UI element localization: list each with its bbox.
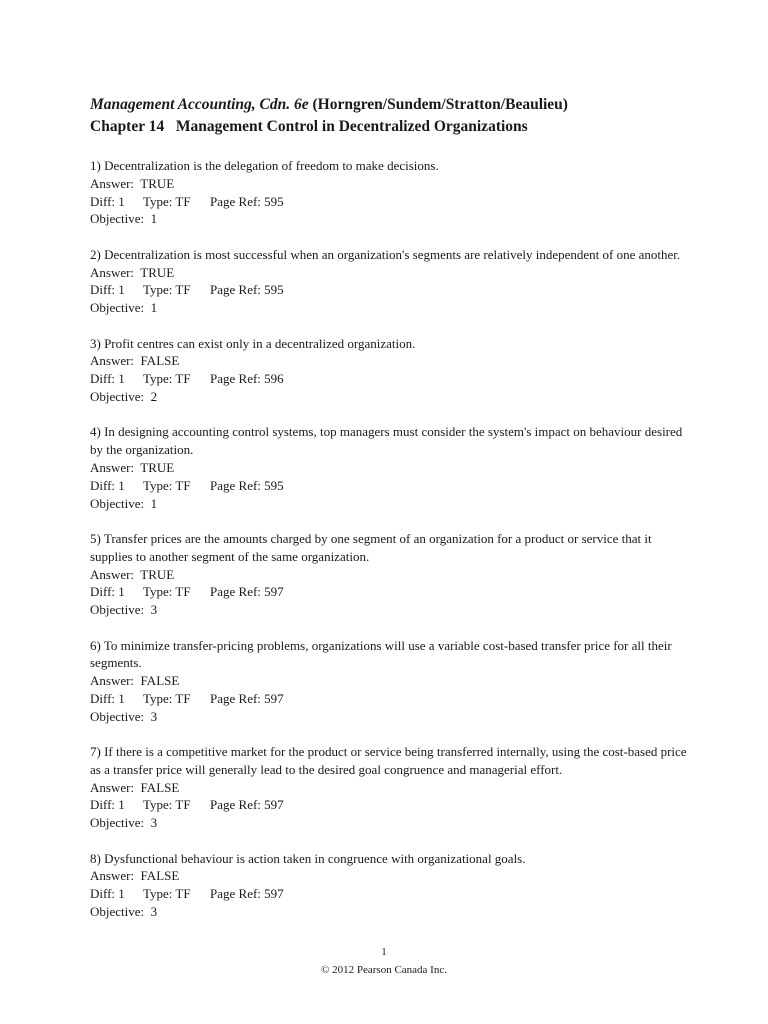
- question-objective: Objective: 3: [90, 602, 158, 618]
- question-objective: Objective: 3: [90, 815, 158, 831]
- question-stem: 7) If there is a competitive market for the product or service being transferred internally, using the cost-based price as a transfer price will generally lead to the desired goal congruence and managerial effort.: [90, 744, 687, 777]
- question-diff: Diff: 1: [90, 193, 125, 209]
- question-answer: Answer: FALSE: [90, 353, 180, 369]
- question-type: Type: TF: [143, 886, 191, 902]
- question-stem: 1) Decentralization is the delegation of freedom to make decisions.: [90, 158, 439, 173]
- chapter-title: Chapter 14 Management Control in Decentralized Organizations: [90, 118, 528, 135]
- question-item: [90, 423, 690, 512]
- question-page-ref: Page Ref: 597: [210, 690, 284, 706]
- question-answer: Answer: TRUE: [90, 459, 175, 475]
- question-meta: [90, 583, 690, 601]
- question-page-ref: Page Ref: 595: [210, 193, 284, 209]
- question-diff: Diff: 1: [90, 477, 125, 493]
- book-title: Management Accounting, Cdn. 6e: [90, 96, 309, 113]
- question-objective: Objective: 2: [90, 388, 158, 404]
- question-meta: [90, 370, 690, 388]
- page-number: 1: [381, 946, 387, 958]
- question-type: Type: TF: [143, 477, 191, 493]
- question-objective: Objective: 3: [90, 708, 158, 724]
- question-diff: Diff: 1: [90, 584, 125, 600]
- question-stem: 6) To minimize transfer-pricing problems, organizations will use a variable cost-based transfer price for all their segments.: [90, 637, 672, 671]
- question-objective: Objective: 1: [90, 495, 158, 511]
- question-type: Type: TF: [143, 584, 191, 600]
- question-item: [90, 157, 690, 228]
- question-item: [90, 246, 690, 317]
- question-diff: Diff: 1: [90, 371, 125, 387]
- question-answer: Answer: FALSE: [90, 673, 180, 689]
- question-diff: Diff: 1: [90, 886, 125, 902]
- question-answer: Answer: TRUE: [90, 264, 175, 280]
- question-list: [90, 157, 690, 938]
- question-answer: Answer: FALSE: [90, 779, 180, 795]
- question-meta: [90, 281, 690, 299]
- question-item: [90, 530, 690, 619]
- question-item: [90, 335, 690, 406]
- question-item: [90, 637, 690, 726]
- question-type: Type: TF: [143, 371, 191, 387]
- question-page-ref: Page Ref: 597: [210, 797, 284, 813]
- question-answer: Answer: TRUE: [90, 566, 175, 582]
- question-type: Type: TF: [143, 797, 191, 813]
- question-meta: [90, 193, 690, 211]
- question-meta: [90, 796, 690, 814]
- question-answer: Answer: TRUE: [90, 175, 175, 191]
- question-page-ref: Page Ref: 596: [210, 371, 284, 387]
- question-type: Type: TF: [143, 282, 191, 298]
- book-authors: (Horngren/Sundem/Stratton/Beaulieu): [308, 96, 568, 113]
- question-stem: 5) Transfer prices are the amounts charged by one segment of an organization for a product or service that it supplies to another segment of the same organization.: [90, 530, 652, 564]
- question-meta: [90, 690, 690, 708]
- question-answer: Answer: FALSE: [90, 868, 180, 884]
- question-type: Type: TF: [143, 690, 191, 706]
- question-page-ref: Page Ref: 597: [210, 886, 284, 902]
- question-meta: [90, 477, 690, 495]
- question-objective: Objective: 3: [90, 904, 158, 920]
- question-diff: Diff: 1: [90, 690, 125, 706]
- document-header: [90, 94, 710, 138]
- question-stem: 2) Decentralization is most successful when an organization's segments are relatively independent of one another.: [90, 246, 681, 262]
- question-type: Type: TF: [143, 193, 191, 209]
- question-page-ref: Page Ref: 597: [210, 584, 284, 600]
- question-stem: 4) In designing accounting control systems, top managers must consider the system's impact on behaviour desired by the organization.: [90, 424, 683, 458]
- question-meta: [90, 885, 690, 903]
- question-item: [90, 743, 690, 832]
- question-item: [90, 850, 690, 921]
- question-stem: 3) Profit centres can exist only in a decentralized organization.: [90, 335, 416, 351]
- question-objective: Objective: 1: [90, 300, 158, 316]
- question-diff: Diff: 1: [90, 282, 125, 298]
- question-objective: Objective: 1: [90, 211, 158, 227]
- question-page-ref: Page Ref: 595: [210, 282, 284, 298]
- question-page-ref: Page Ref: 595: [210, 477, 284, 493]
- copyright-notice: © 2012 Pearson Canada Inc.: [321, 964, 447, 976]
- book-title-line: [90, 94, 710, 116]
- question-diff: Diff: 1: [90, 797, 125, 813]
- question-stem: 8) Dysfunctional behaviour is action taken in congruence with organizational goals.: [90, 850, 526, 866]
